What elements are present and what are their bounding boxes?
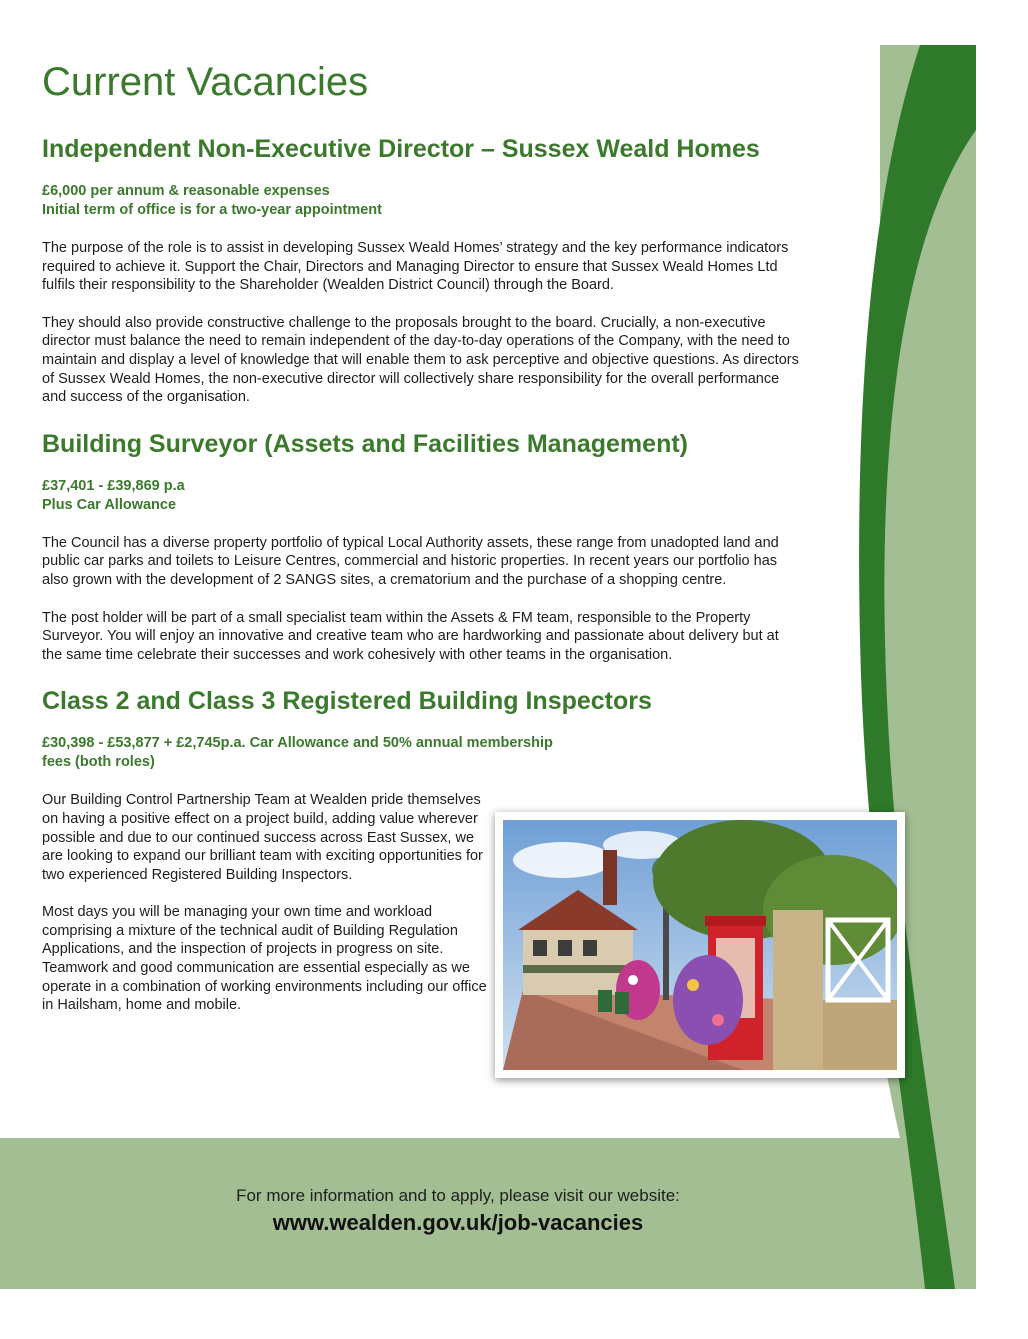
job-description: The Council has a diverse property portfolio of typical Local Authority assets, these range from unadopted land and public car parks and toilets to Leisure Centres, commercial and historic properties. In recent years our portfolio has also grown with the development of 2 SANGS sites, a crematorium and the purchase of a shopping centre. [42,534,779,588]
job-title: Class 2 and Class 3 Registered Building Inspectors [42,687,652,716]
salary-line: Plus Car Allowance [42,496,177,513]
flower-planter [673,955,743,1045]
flower [628,975,638,985]
window [533,940,547,956]
job-description: They should also provide constructive challenge to the proposals brought to the board. Crucially, a non-executive director must balance the need to remain independent of the day-to-day operations of the Company, with the need to maintain and display a level of knowledge that will enable them to ask perceptive and objective questions. As directors of Sussex Weald Homes, the non-executive director will collectively share responsibility for the overall performance and success of the organisation. [42,314,799,406]
salary-info [42,477,802,515]
cloud [513,842,613,878]
salary-line: £30,398 - £53,877 + £2,745p.a. Car Allowance and 50% annual membership [42,735,553,752]
job-section-director [42,134,802,407]
window [558,940,572,956]
website-link[interactable]: www.wealden.gov.uk/job-vacancies [272,1210,644,1235]
job-description: Our Building Control Partnership Team at Wealden pride themselves on having a positive effect on a project build, adding value wherever possible and due to our continued success across East Sussex, we are looking to expand our brilliant team with exciting opportunities for two experienced Registered Building Inspectors. [42,792,483,883]
window [583,940,597,956]
chimney [603,850,617,905]
salary-line: Initial term of office is for a two-year appointment [42,202,382,218]
shop-awning [523,965,633,973]
telephone-box-top [705,916,766,926]
flower [712,1014,724,1026]
stone-wall [823,1000,897,1070]
village-street-photo [495,812,905,1078]
wheelie-bin [615,992,629,1014]
salary-info [42,734,802,772]
job-description: Most days you will be managing your own time and workload comprising a mixture of the technical audit of Building Regulation Applications, and the inspection of projects in progress on site. Teamwork and good communication are essential especially as we operate in a combination of working environments including our office in Hailsham, home and mobile. [42,904,487,1014]
village-street-illustration [503,820,897,1070]
job-description: The post holder will be part of a small specialist team within the Assets & FM team, responsible to the Property Surveyor. You will enjoy an innovative and creative team who are hardworking and passionate about delivery but at the same time celebrate their successes and work cohesively with other teams in the organisation. [42,609,779,663]
salary-info [42,182,802,220]
job-title: Building Surveyor (Assets and Facilities Management) [42,429,688,458]
job-title: Independent Non-Executive Director – Sussex Weald Homes [42,135,760,163]
stone-wall [773,910,823,1070]
job-section-surveyor [42,429,802,665]
salary-line: £37,401 - £39,869 p.a [42,477,185,494]
page-title: Current Vacancies [42,60,369,104]
salary-line: fees (both roles) [42,754,155,771]
wheelie-bin [598,990,612,1012]
footer-info-text: For more information and to apply, please visit our website: [236,1186,680,1205]
job-description: The purpose of the role is to assist in developing Sussex Weald Homes’ strategy and the key performance indicators required to achieve it. Support the Chair, Directors and Managing Director to ensure that Sussex Weald Homes Ltd fulfils their responsibility to the Shareholder (Wealden District Council) through the Board. [42,240,789,294]
salary-line: £6,000 per annum & reasonable expenses [42,183,330,199]
flower [687,979,699,991]
